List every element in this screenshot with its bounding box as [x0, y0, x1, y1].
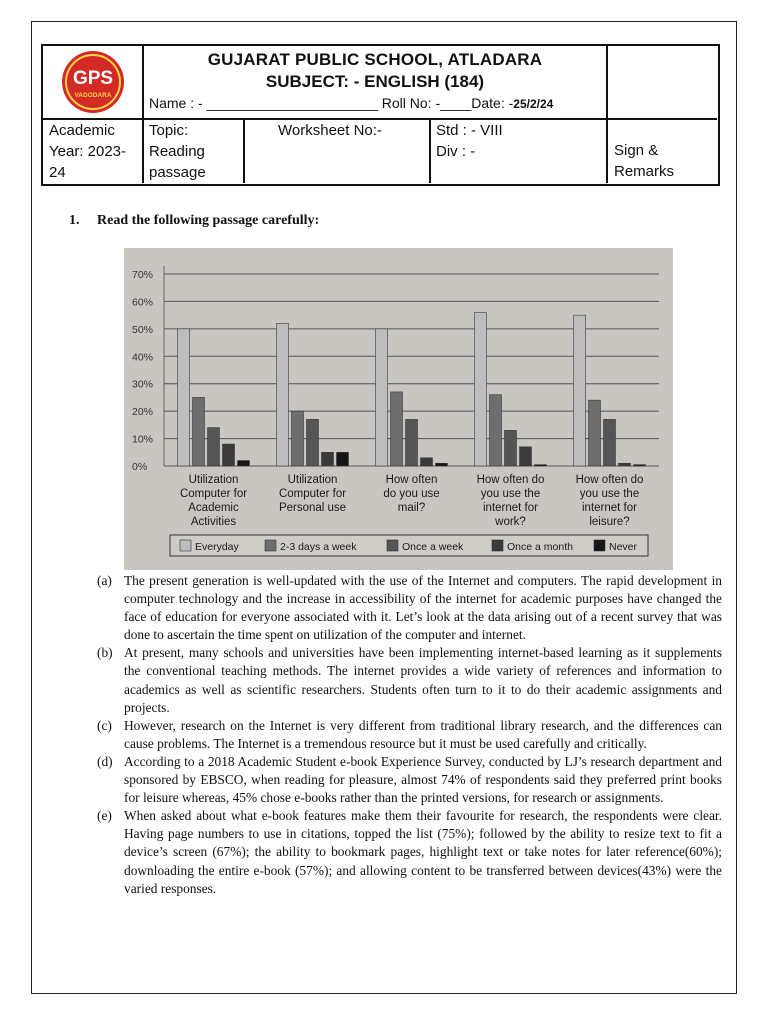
bar [223, 444, 235, 466]
subject-line: SUBJECT: - ENGLISH (184) [265, 72, 485, 91]
bar [505, 430, 517, 466]
legend-swatch [265, 540, 276, 551]
sign-top-cell [608, 46, 717, 118]
bar [307, 419, 319, 466]
school-name: GUJARAT PUBLIC SCHOOL, ATLADARA [207, 50, 543, 69]
bar [619, 463, 631, 466]
paragraph-text: However, research on the Internet is very different from traditional library research, and the differences can cause problems. The Internet is a tremendous resource but it must be used carefully and critically. [124, 717, 722, 751]
bar [391, 392, 403, 466]
y-tick-label: 60% [132, 296, 154, 309]
legend-swatch [492, 540, 503, 551]
category-label: Utilization [188, 474, 239, 486]
paragraph-e [97, 807, 722, 897]
paragraph-c [97, 717, 722, 753]
bar [436, 463, 448, 466]
category-label: Computer for [278, 488, 347, 500]
paragraph-label: (d) [97, 753, 113, 769]
bar [535, 465, 547, 466]
category-label: Activities [190, 516, 237, 528]
bar [178, 329, 190, 466]
paragraph-label: (e) [97, 808, 112, 824]
category-label: internet for [483, 502, 538, 514]
bar [634, 465, 646, 466]
paragraph-label: (b) [97, 645, 113, 661]
question-number: 1. [69, 213, 80, 228]
bar [406, 419, 418, 466]
bar [604, 419, 616, 466]
name-field: Name : - ______________________ [149, 95, 378, 111]
category-label: mail? [397, 502, 426, 514]
paragraph-text: The present generation is well-updated with the use of the Internet and computers. The rapid development in computer technology and the increase in accessibility of the internet for academic purposes have changed the face of education for everyone associated with it. Let’s look at the data arising out of a recent survey that was done to ascertain the time spent on utilization of the computer and internet. [124, 573, 722, 643]
topic-line1: Topic: [149, 122, 189, 139]
paragraph-d [97, 753, 722, 807]
std-label: Std : - VIII [436, 122, 503, 139]
legend-label: Never [609, 541, 638, 553]
bar [421, 458, 433, 466]
y-tick-label: 50% [132, 323, 154, 336]
bar [574, 315, 586, 466]
roll-field: Roll No: -____ [381, 95, 472, 111]
bar [337, 452, 349, 466]
paragraph-text: When asked about what e-book features make them their favourite for research, the respondents were clear. Having page numbers to use in citations, topped the list (75%); followed by the ability to resize text to fit a device’s screen (67%); the ability to bookmark pages, highlight text or take notes for later reference(60%); downloading the entire e-book (57%); and allowing content to be transferred between devices(43%) were the varied responses. [124, 808, 722, 896]
bar-chart [124, 248, 673, 570]
bar [589, 400, 601, 466]
logo-text: GPS [72, 68, 113, 89]
category-label: Personal use [278, 502, 347, 514]
div-label: Div : - [436, 143, 476, 160]
sign-line1: Sign & [614, 142, 659, 159]
category-label: How often [385, 474, 438, 486]
title-cell [144, 46, 608, 118]
academic-year-cell [43, 118, 144, 183]
y-tick-label: 10% [132, 433, 154, 446]
category-label: How often do [575, 474, 644, 486]
bar [292, 411, 304, 466]
legend-swatch [594, 540, 605, 551]
sign-remarks-cell [608, 118, 717, 183]
question-title [69, 213, 319, 229]
category-label: you use the [579, 488, 640, 500]
logo-cell [43, 46, 144, 118]
legend-label: Everyday [195, 541, 239, 553]
category-label: leisure? [589, 516, 630, 528]
date-value: 25/2/24 [513, 97, 554, 111]
topic-line3: passage [149, 164, 206, 181]
bar [208, 428, 220, 466]
category-label: Utilization [287, 474, 338, 486]
y-tick-label: 70% [132, 269, 154, 281]
bar [238, 461, 250, 466]
bar [376, 329, 388, 466]
paragraph-a [97, 572, 722, 644]
worksheet-no: Worksheet No:- [278, 122, 382, 139]
academic-year-line1: Academic [49, 122, 115, 139]
y-tick-label: 0% [132, 461, 148, 473]
date-label: Date: - [471, 95, 514, 111]
std-div-cell [431, 118, 608, 183]
y-tick-label: 40% [132, 351, 154, 364]
school-logo [60, 49, 126, 115]
legend-swatch [180, 540, 191, 551]
question-text: Read the following passage carefully: [97, 213, 320, 228]
category-label: Academic [188, 502, 239, 514]
paragraph-text: At present, many schools and universities have been implementing internet-based learning as it supplements the conventional teaching methods. The internet provides a wide variety of references and information to academics as well as scientific researchers. Students often turn to it to do their academic assignments and projects. [124, 645, 722, 715]
academic-year-line2: Year: 2023- [49, 143, 127, 160]
paragraph-label: (c) [97, 717, 112, 733]
paragraph-text: According to a 2018 Academic Student e-book Experience Survey, conducted by LJ’s research department and sponsored by EBSCO, when reading for pleasure, almost 74% of respondents said they preferred print books for leisure whereas, 45% chose e-books rather than the printed versions, for research or assignments. [124, 753, 722, 806]
bar [520, 447, 532, 466]
category-label: you use the [480, 488, 541, 500]
worksheet-header [41, 44, 720, 186]
passage [97, 572, 722, 898]
academic-year-line3: 24 [49, 164, 66, 181]
category-label: work? [495, 516, 526, 528]
legend-label: 2-3 days a week [280, 541, 357, 553]
category-label: How often do [476, 474, 545, 486]
category-label: do you use [383, 488, 440, 500]
paragraph-label: (a) [97, 573, 112, 588]
bar [490, 395, 502, 466]
legend-label: Once a week [402, 541, 464, 553]
worksheet-no-cell [245, 118, 431, 183]
y-tick-label: 30% [132, 378, 154, 391]
logo-subtext: VADODARA [73, 92, 112, 99]
bar [277, 323, 289, 466]
legend-swatch [387, 540, 398, 551]
bar [322, 452, 334, 466]
topic-cell [144, 118, 245, 183]
topic-line2: Reading [149, 143, 205, 160]
name-roll-date-row [144, 95, 606, 111]
legend-label: Once a month [507, 541, 573, 553]
sign-line2: Remarks [614, 163, 675, 180]
bar [475, 312, 487, 466]
bar [193, 397, 205, 466]
category-label: internet for [582, 502, 637, 514]
y-tick-label: 20% [132, 406, 154, 419]
paragraph-b [97, 644, 722, 716]
chart-photo [124, 248, 673, 570]
category-label: Computer for [179, 488, 248, 500]
